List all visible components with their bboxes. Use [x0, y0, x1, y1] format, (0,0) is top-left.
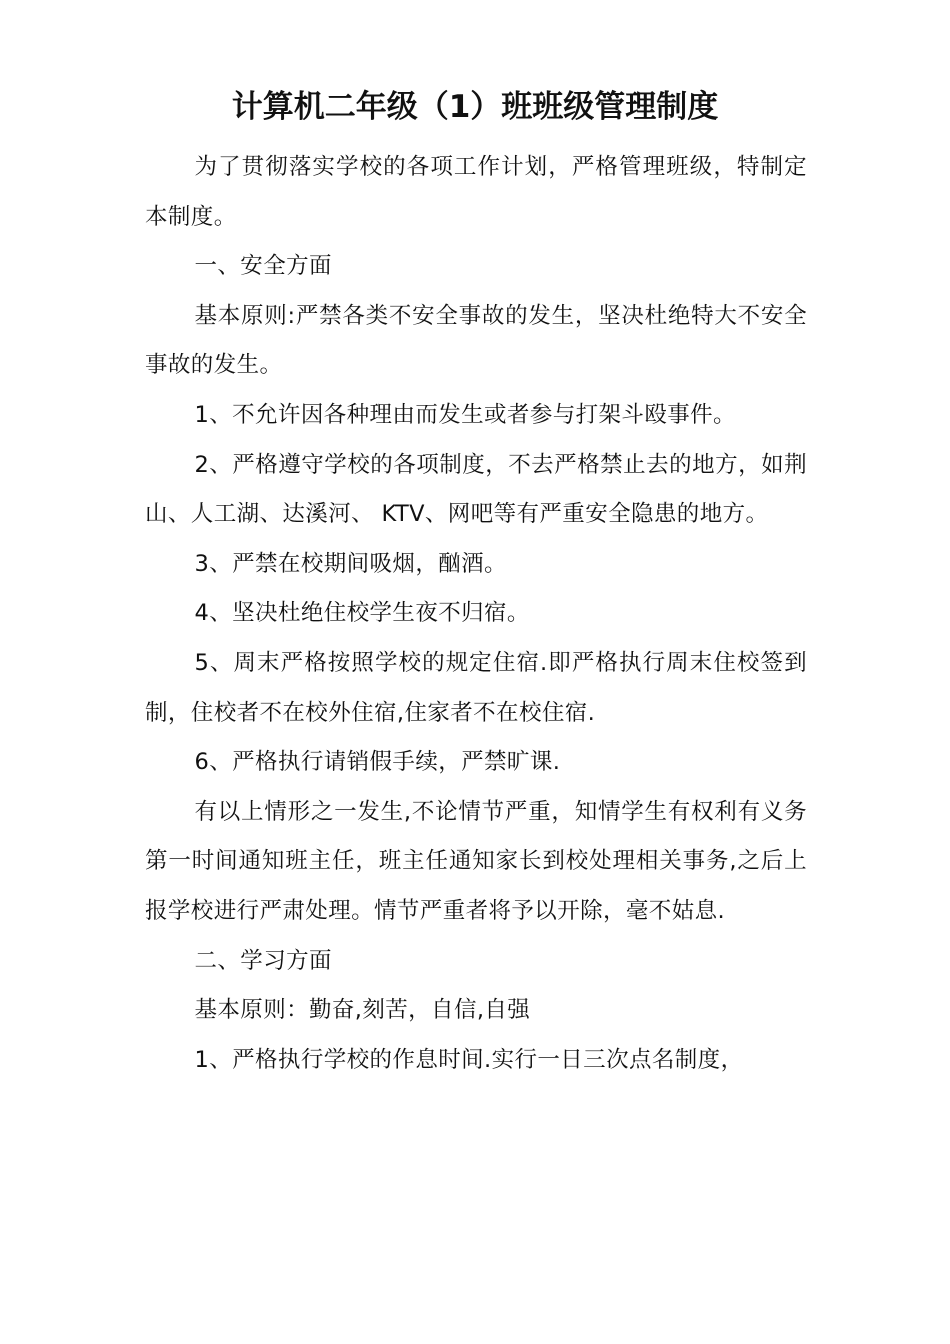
section-heading-safety: 一、安全方面 [194, 253, 332, 280]
paragraph-intro: 为了贯彻落实学校的各项工作计划，严格管理班级，特制定本制度。 [145, 154, 807, 230]
section-heading-study: 二、学习方面 [194, 947, 332, 974]
paragraph-safety-consequence: 有以上情形之一发生,不论情节严重，知情学生有权利有义务第一时间通知班主任，班主任通知家长到校处理相关事务,之后上报学校进行严肃处理。情节严重者将予以开除，毫不姑息. [145, 798, 807, 924]
paragraph-safety-item-4: 4、坚决杜绝住校学生夜不归宿。 [194, 600, 530, 627]
paragraph-safety-item-6: 6、严格执行请销假手续，严禁旷课. [194, 749, 561, 776]
paragraph-safety-item-2: 2、严格遵守学校的各项制度，不去严格禁止去的地方，如荆山、人工湖、达溪河、 KTV、网吧等有严重安全隐患的地方。 [145, 451, 807, 528]
paragraph-study-principle: 基本原则：勤奋,刻苦，自信,自强 [194, 997, 531, 1024]
paragraph-safety-principle: 基本原则:严禁各类不安全事故的发生，坚决杜绝特大不安全事故的发生。 [145, 302, 807, 379]
document-title: 计算机二年级（1）班班级管理制度 [231, 89, 719, 125]
paragraph-safety-item-1: 1、不允许因各种理由而发生或者参与打架斗殴事件。 [194, 401, 736, 428]
paragraph-safety-item-3: 3、严禁在校期间吸烟，酗酒。 [194, 550, 507, 577]
paragraph-safety-item-5: 5、周末严格按照学校的规定住宿.即严格执行周末住校签到制，住校者不在校外住宿,住家者不在校住宿. [145, 649, 807, 726]
document-body [145, 143, 807, 1085]
paragraph-study-item-1: 1、严格执行学校的作息时间.实行一日三次点名制度， [194, 1046, 744, 1073]
